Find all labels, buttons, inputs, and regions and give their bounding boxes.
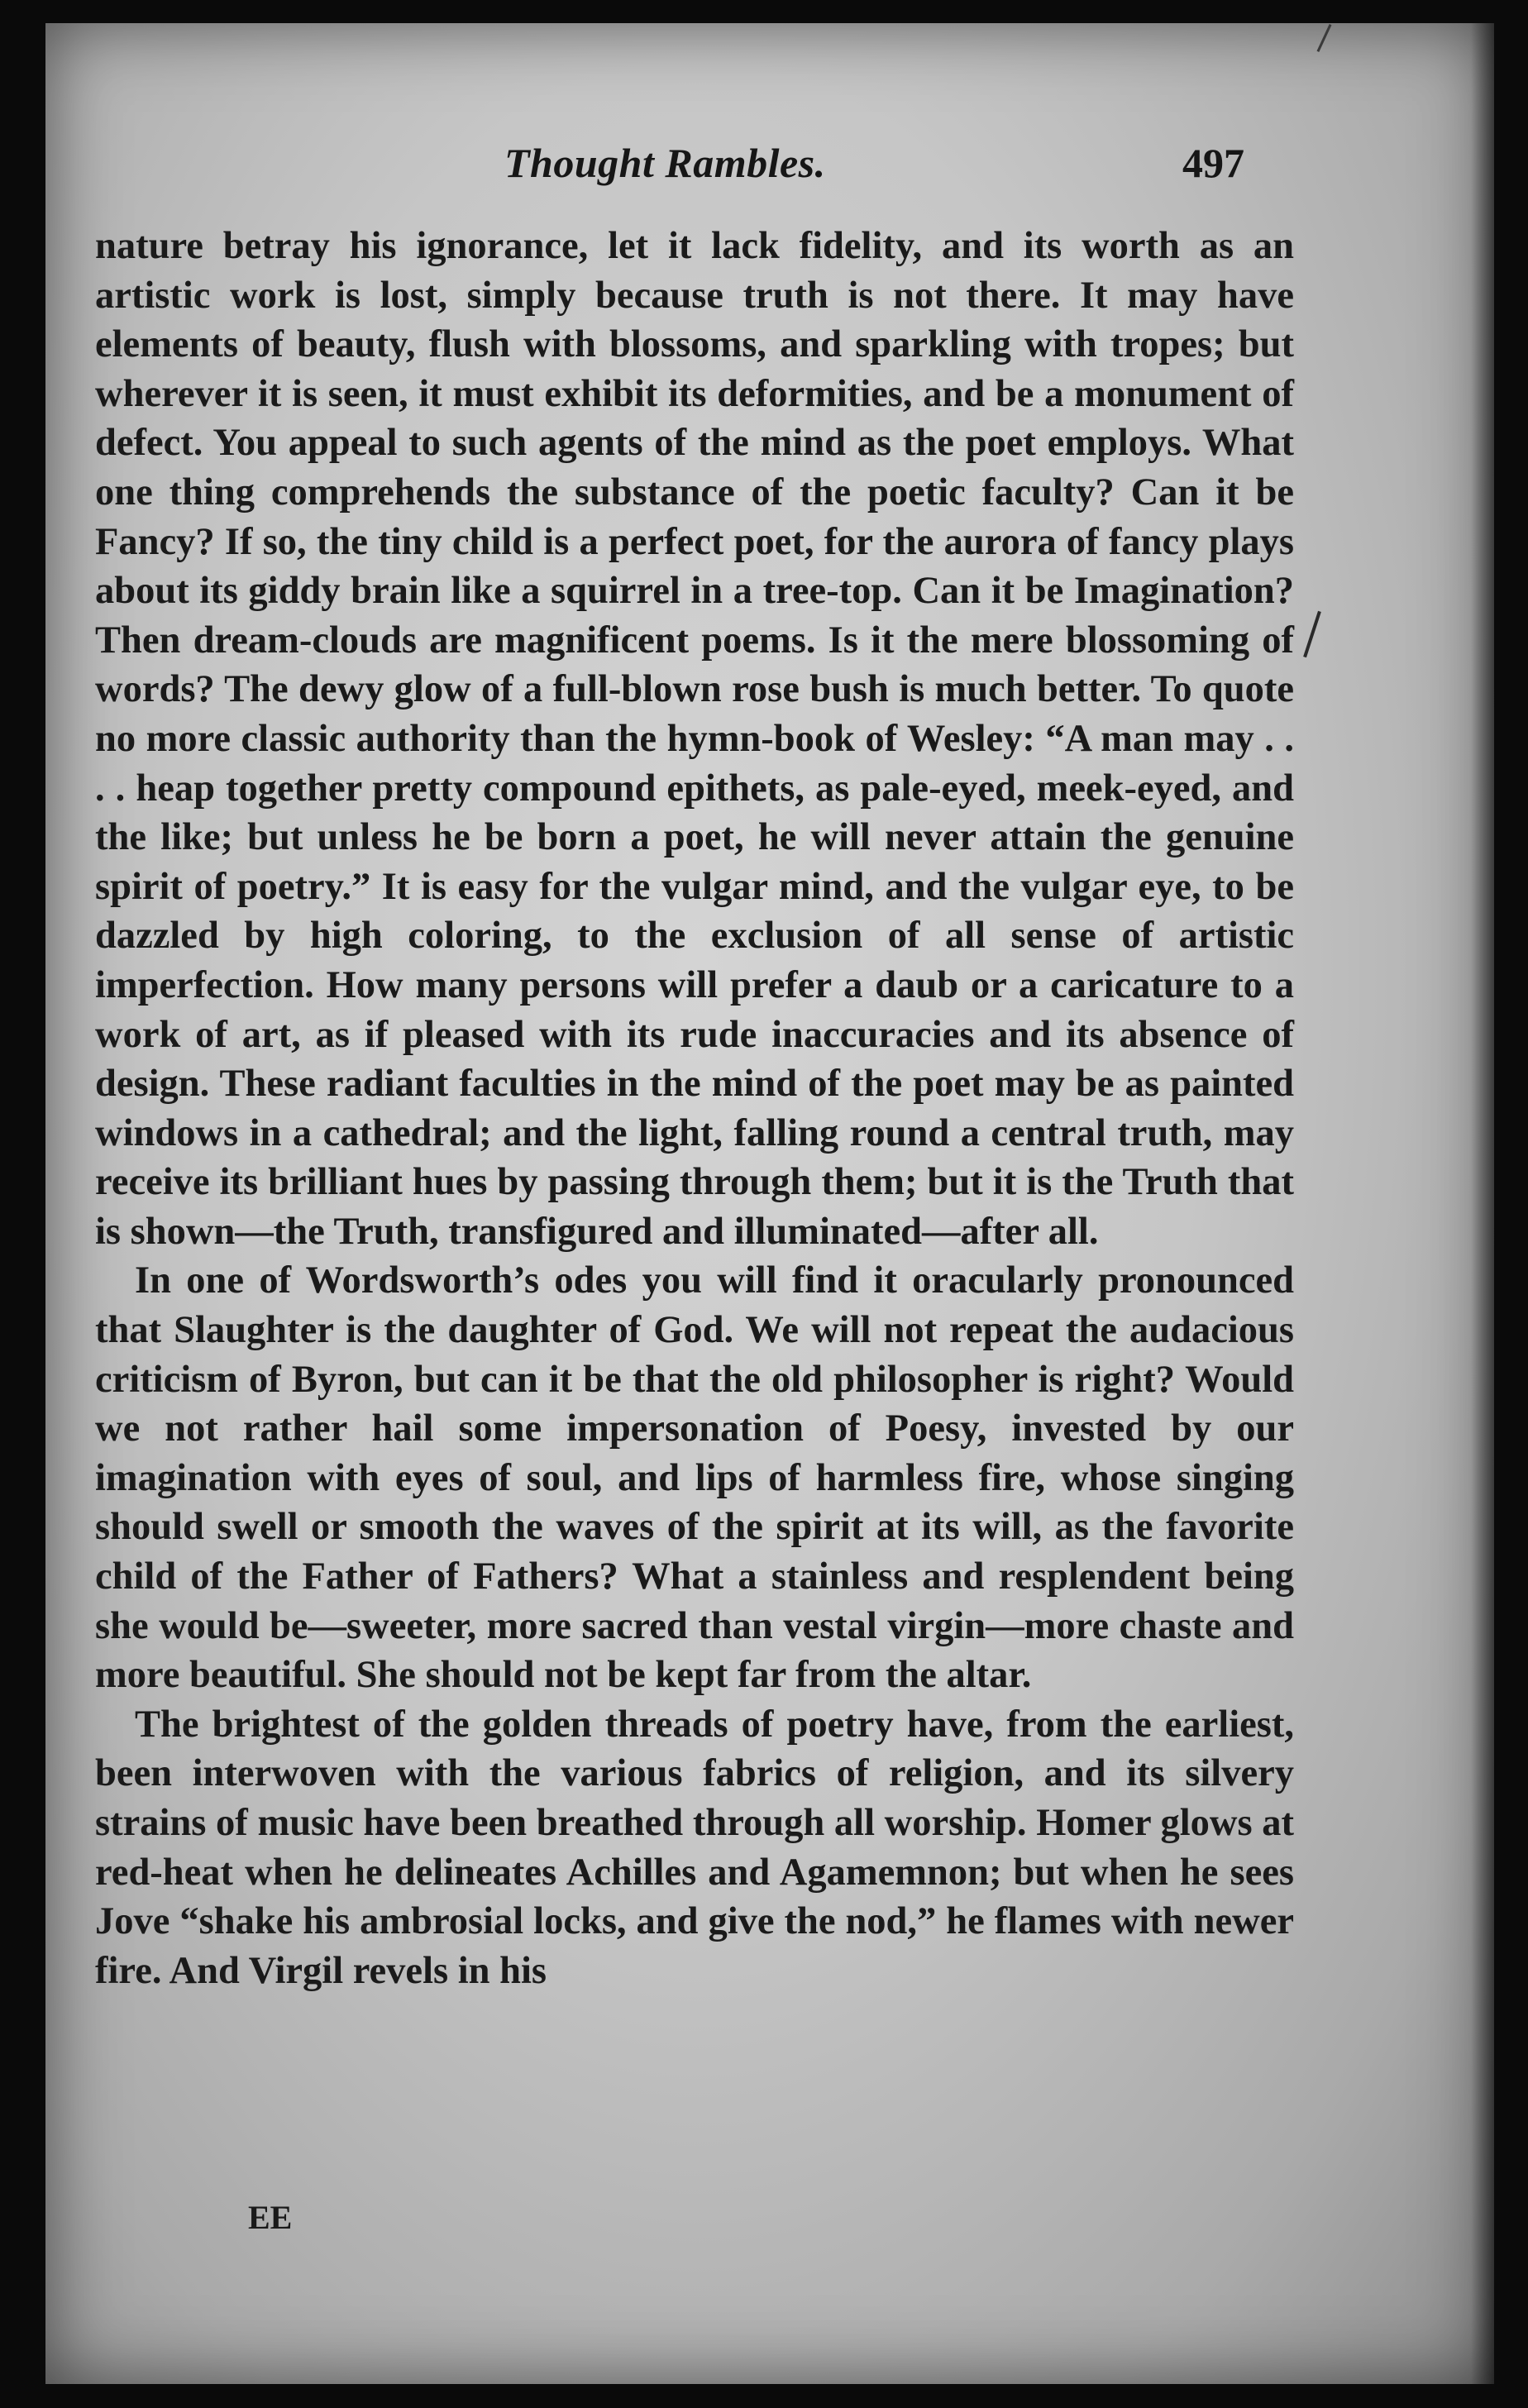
signature-mark: EE: [248, 2199, 293, 2236]
body-text: [95, 222, 1294, 1995]
page-edge-shadow: [1471, 23, 1494, 2384]
page-number: 497: [1182, 140, 1244, 186]
page-header: [45, 114, 1494, 186]
margin-pencil-mark: [1303, 611, 1321, 657]
paragraph-3: The brightest of the golden threads of poetry have, from the earliest, been interwoven with the various fabrics of religion, and its silvery strains of music have been breathed through all worship. Homer glows at red-heat when he delineates Achilles and Agamemnon; but when he sees Jove “shake his ambrosial locks, and give the nod,” he flames with newer fire. And Virgil revels in his: [95, 1703, 1294, 1992]
book-page: [45, 23, 1494, 2384]
paragraph-1: nature betray his ignorance, let it lack fidelity, and its worth as an artistic work is lost, simply because truth is not there. It may have elements of beauty, flush with blossoms, and sparkling with tropes; but wherever it is seen, it must exhibit its deformities, and be a monument of defect. You appeal to such agents of the mind as the poet employs. What one thing comprehends the substance of the poetic faculty? Can it be Fancy? If so, the tiny child is a perfect poet, for the aurora of fancy plays about its giddy brain like a squirrel in a tree-top. Can it be Imagination? Then dream-clouds are magnificent poems. Is it the mere blossoming of words? The dewy glow of a full-blown rose bush is much better. To quote no more classic authority than the hymn-book of Wesley: “A man may . . . . heap together pretty compound epithets, as pale-eyed, meek-eyed, and the like; but unless he be born a poet, he will never attain the genuine spirit of poetry.” It is easy for the vulgar mind, and the vulgar eye, to be dazzled by high coloring, to the exclusion of all sense of artistic imperfection. How many persons will prefer a daub or a caricature to a work of art, as if pleased with its rude inaccuracies and its absence of design. These radiant faculties in the mind of the poet may be as painted windows in a cathedral; and the light, falling round a central truth, may receive its brilliant hues by passing through them; but it is the Truth that is shown—the Truth, transfigured and illuminated—after all.: [95, 225, 1294, 1253]
scan-scratch: [1317, 24, 1332, 52]
running-title: Thought Rambles.: [504, 140, 826, 186]
paragraph-2: In one of Wordsworth’s odes you will find it oracularly pronounced that Slaughter is the daughter of God. We will not repeat the audacious criticism of Byron, but can it be that the old philosopher is right? Would we not rather hail some impersonation of Poesy, invested by our imagination with eyes of soul, and lips of harmless fire, whose singing should swell or smooth the waves of the spirit at its will, as the favorite child of the Father of Fathers? What a stainless and resplendent being she would be—sweeter, more sacred than vestal virgin—more chaste and more beautiful. She should not be kept far from the altar.: [95, 1259, 1294, 1697]
